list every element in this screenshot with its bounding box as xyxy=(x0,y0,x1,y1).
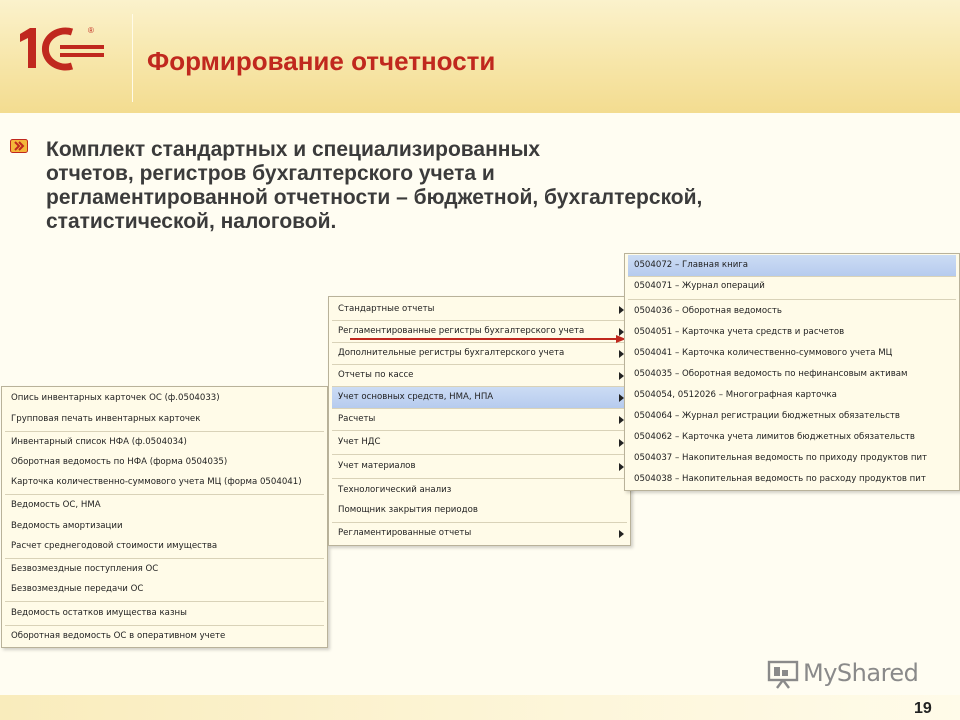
menu-item-os-operational-turnover[interactable]: Оборотная ведомость ОС в оперативном учете xyxy=(11,631,226,641)
menu-item-nfa-turnover[interactable]: Оборотная ведомость по НФА (форма 0504035) xyxy=(11,457,228,467)
menu-item-label: Технологический анализ xyxy=(338,485,452,495)
page-number: 19 xyxy=(914,700,932,717)
menu-item-settlements[interactable] xyxy=(332,409,627,430)
menu-item-depreciation[interactable]: Ведомость амортизации xyxy=(11,521,123,531)
pointer-arrow-line xyxy=(350,333,630,343)
menu-item-label: Отчеты по кассе xyxy=(338,370,414,380)
menu-item-mc-quantity-card[interactable]: 0504041 – Карточка количественно-суммового учета МЦ xyxy=(634,348,893,358)
bullet-arrow-icon xyxy=(10,139,28,153)
bullet-line: регламентированной отчетности – бюджетной, бухгалтерской, xyxy=(46,186,703,209)
footer-bar xyxy=(0,695,960,720)
menu-item-materials[interactable] xyxy=(332,456,627,477)
menu-item-treasury-balances[interactable]: Ведомость остатков имущества казны xyxy=(11,608,187,618)
menu-item-avg-property-value[interactable]: Расчет среднегодовой стоимости имущества xyxy=(11,541,218,551)
menu-item-label: Регламентированные отчеты xyxy=(338,528,472,538)
menu-separator xyxy=(332,478,627,479)
menu-item-funds-card[interactable]: 0504051 – Карточка учета средств и расчетов xyxy=(634,327,845,337)
menu-separator xyxy=(628,299,956,300)
menu-item-period-closing-assistant[interactable] xyxy=(332,500,627,521)
watermark xyxy=(767,657,937,691)
menu-item-food-expense-statement[interactable]: 0504038 – Накопительная ведомость по расходу продуктов пит xyxy=(634,474,926,484)
submenu-arrow-icon xyxy=(619,530,624,538)
menu-item-operations-journal[interactable]: 0504071 – Журнал операций xyxy=(634,281,765,291)
bullet-text xyxy=(46,138,926,234)
menu-item-vat[interactable] xyxy=(332,432,627,453)
menu-item-gratuitous-transfers[interactable]: Безвозмездные передачи ОС xyxy=(11,584,144,594)
registered-mark: ® xyxy=(88,26,94,35)
bullet-line: статистической, налоговой. xyxy=(46,210,337,233)
menu-item-nfa-inventory-list[interactable]: Инвентарный список НФА (ф.0504034) xyxy=(11,437,187,447)
menu-item-label: Учет материалов xyxy=(338,461,416,471)
menu-item-obligations-journal[interactable]: 0504064 – Журнал регистрации бюджетных обязательств xyxy=(634,411,900,421)
watermark-text: MyShared xyxy=(803,659,919,687)
presentation-icon xyxy=(767,659,799,689)
menu-item-group-print-cards[interactable]: Групповая печать инвентарных карточек xyxy=(11,414,201,424)
menu-item-tech-analysis[interactable] xyxy=(332,480,627,501)
1c-logo xyxy=(16,22,108,74)
bullet-line: Комплект стандартных и специализированных xyxy=(46,138,541,161)
menu-separator xyxy=(332,430,627,431)
menu-item-gratuitous-receipts[interactable]: Безвозмездные поступления ОС xyxy=(11,564,159,574)
menu-item-turnover-statement[interactable]: 0504036 – Оборотная ведомость xyxy=(634,306,782,316)
os-reports-menu xyxy=(1,386,328,648)
menu-separator xyxy=(5,601,324,602)
menu-item-nonfinancial-turnover[interactable]: 0504035 – Оборотная ведомость по нефинансовым активам xyxy=(634,369,908,379)
menu-item-label: Помощник закрытия периодов xyxy=(338,505,478,515)
menu-item-os-inventory-list[interactable]: Опись инвентарных карточек ОС (ф.0504033) xyxy=(11,393,220,403)
menu-item-cash-reports[interactable] xyxy=(332,365,627,386)
menu-separator xyxy=(332,454,627,455)
menu-item-label: Регламентированные регистры бухгалтерского учета xyxy=(338,326,585,336)
menu-item-standard-reports[interactable] xyxy=(332,299,627,320)
menu-item-additional-registers[interactable] xyxy=(332,343,627,364)
header-divider xyxy=(132,14,133,102)
menu-item-food-receipt-statement[interactable]: 0504037 – Накопительная ведомость по приходу продуктов пит xyxy=(634,453,928,463)
menu-item-label: Дополнительные регистры бухгалтерского учета xyxy=(338,348,565,358)
menu-item-multigraph-card[interactable]: 0504054, 0512026 – Многографная карточка xyxy=(634,390,837,400)
menu-item-label: Стандартные отчеты xyxy=(338,304,435,314)
menu-item-fixed-assets[interactable] xyxy=(332,387,627,408)
menu-item-regulated-reports[interactable] xyxy=(332,523,627,544)
menu-item-label: Учет основных средств, НМА, НПА xyxy=(338,392,494,402)
menu-item-mc-card[interactable]: Карточка количественно-суммового учета МЦ (форма 0504041) xyxy=(11,477,302,487)
menu-item-limits-card[interactable]: 0504062 – Карточка учета лимитов бюджетных обязательств xyxy=(634,432,915,442)
menu-item-label: Расчеты xyxy=(338,414,376,424)
page-title: Формирование отчетности xyxy=(147,46,496,76)
regulated-registers-menu xyxy=(624,253,960,491)
menu-item-os-nma-statement[interactable]: Ведомость ОС, НМА xyxy=(11,500,101,510)
menu-item-general-ledger[interactable]: 0504072 – Главная книга xyxy=(628,255,956,276)
bullet-line: отчетов, регистров бухгалтерского учета и xyxy=(46,162,495,185)
menu-item-label: Учет НДС xyxy=(338,437,381,447)
slide-header xyxy=(0,0,960,113)
